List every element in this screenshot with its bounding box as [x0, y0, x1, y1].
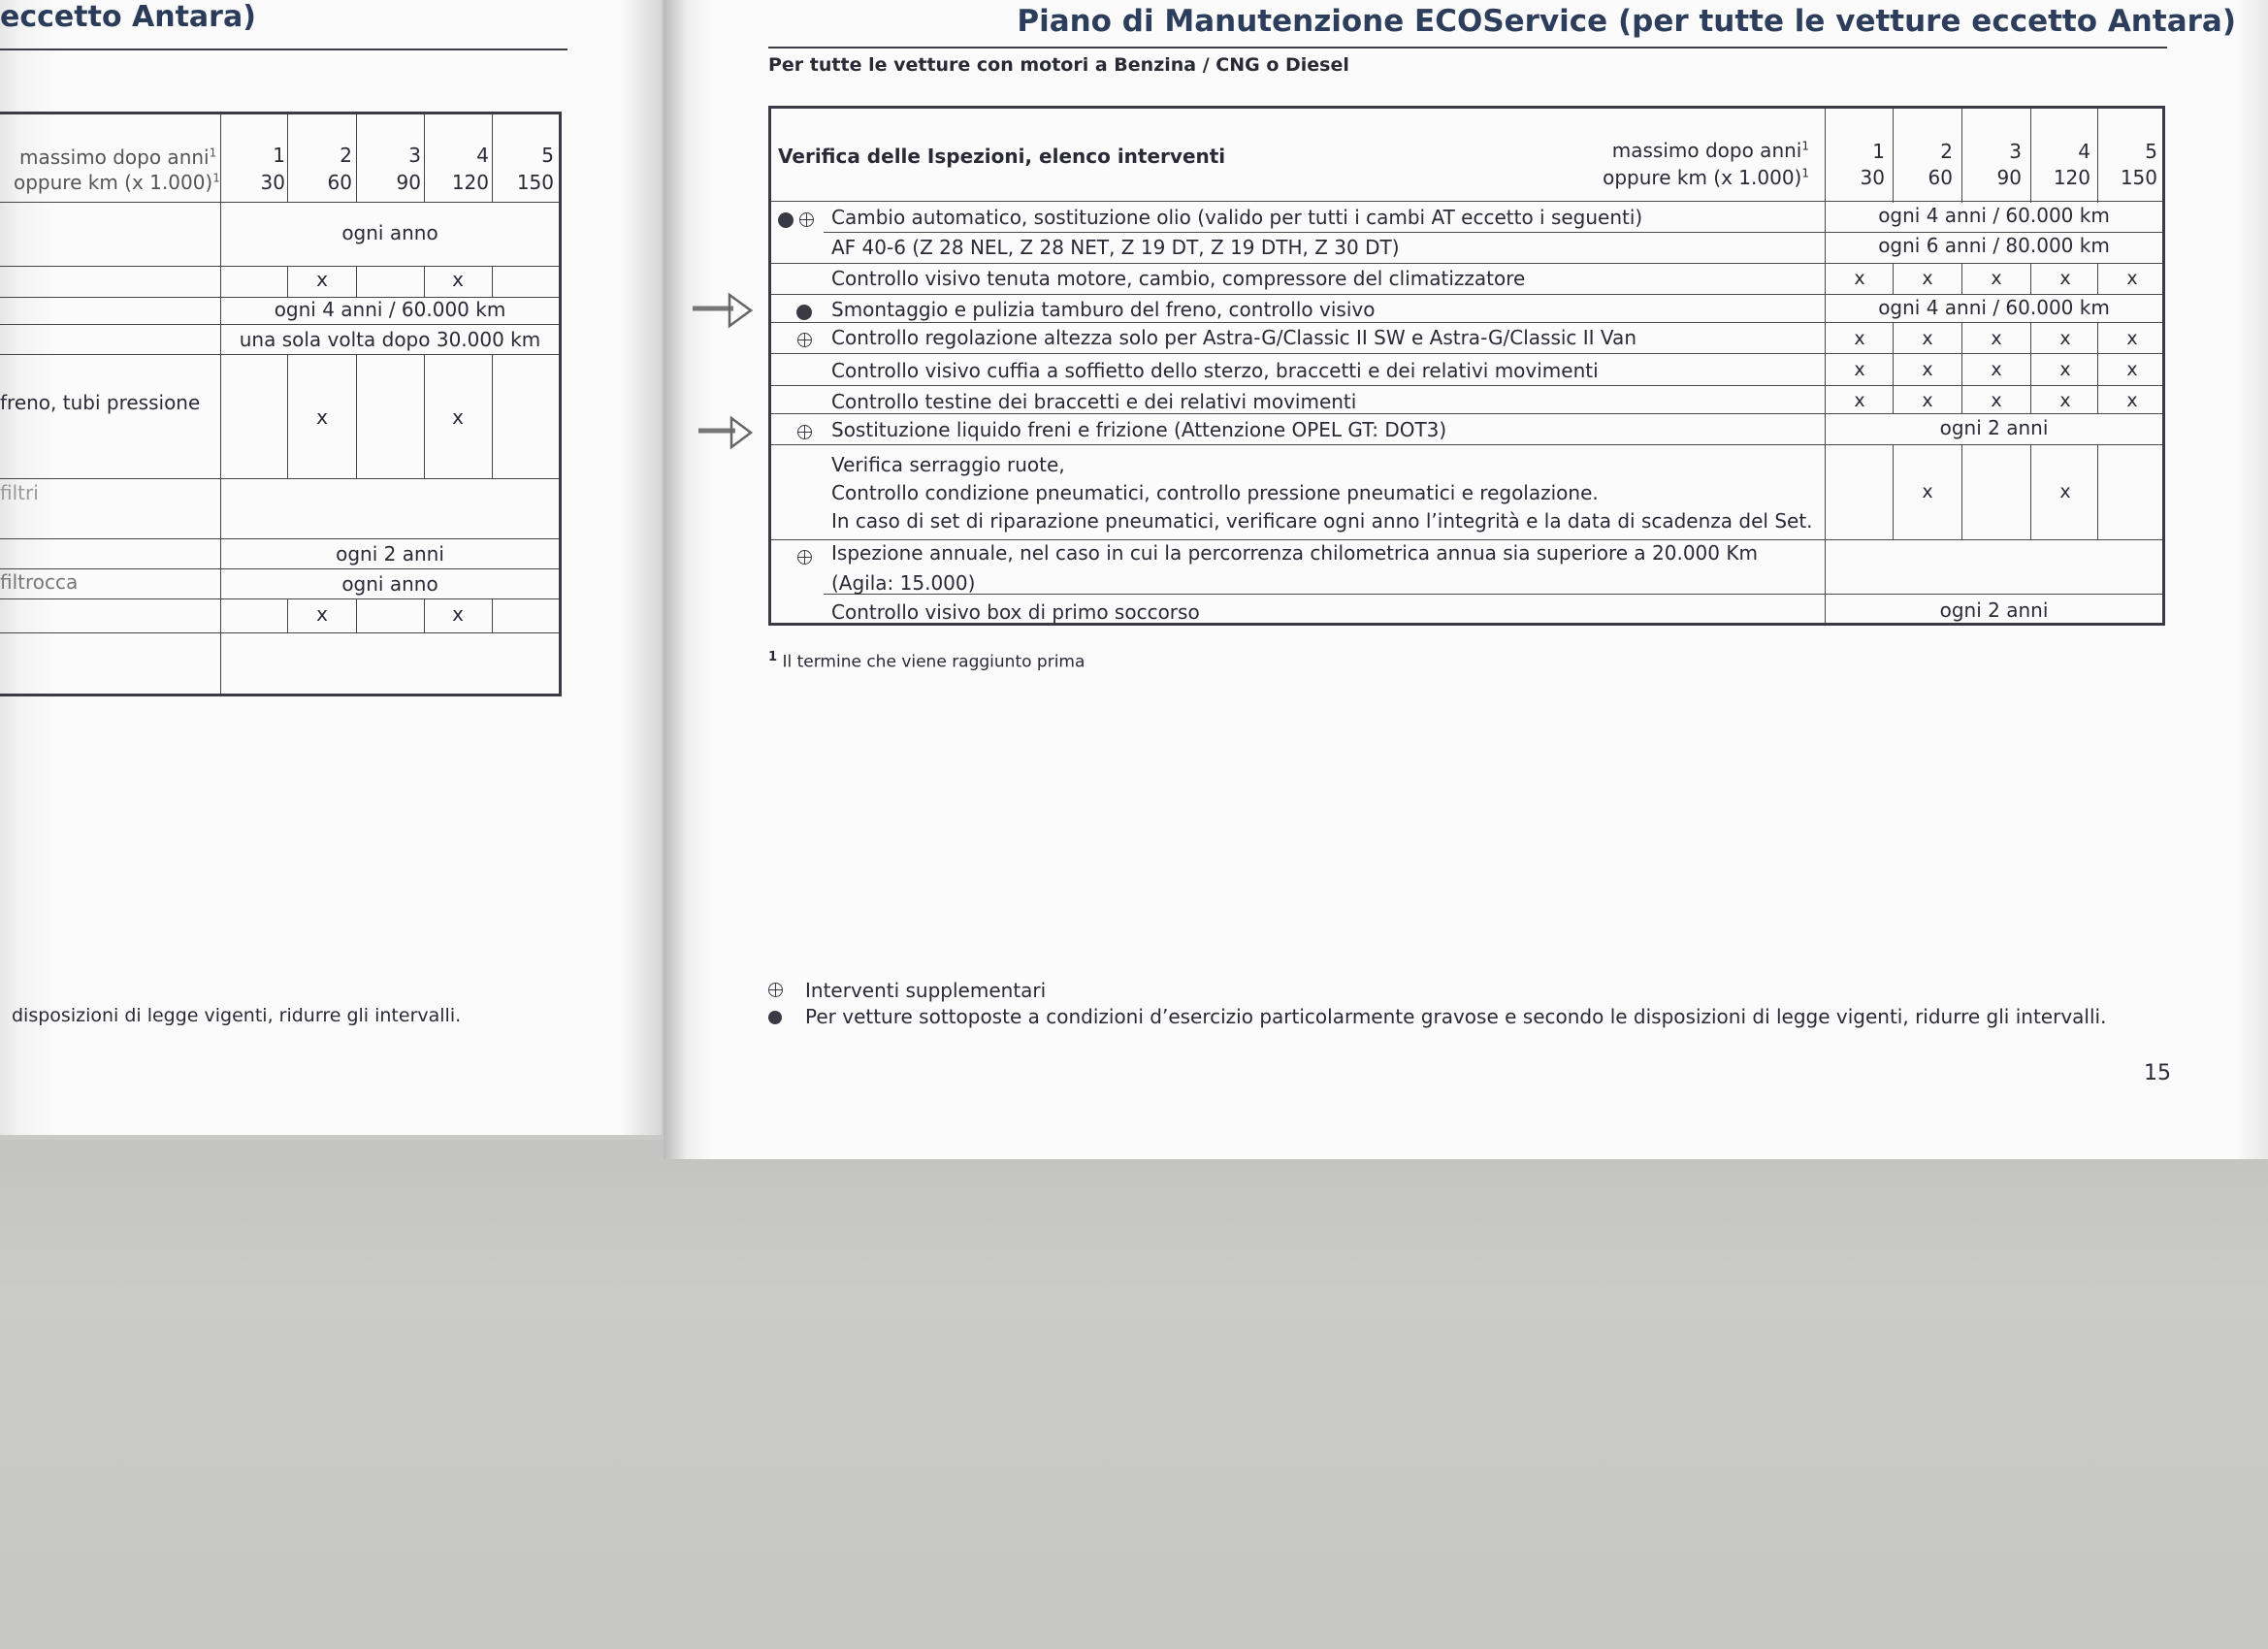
row-mark: x	[2126, 359, 2138, 380]
row-mark: x	[1854, 359, 1865, 380]
row-symbols	[797, 329, 812, 352]
left-ogni-anno: ogni anno	[341, 221, 438, 244]
row-mark: x	[1922, 328, 1933, 349]
row-mark: x	[2059, 390, 2071, 411]
left-ogni-anno-2: ogni anno	[341, 572, 438, 596]
left-x: x	[316, 268, 328, 291]
table-header-or-km: oppure km (x 1.000)$^1$	[1603, 166, 1809, 189]
year-col-5: 5	[2145, 140, 2157, 163]
row-text-line: (Agila: 15.000)	[831, 571, 976, 595]
year-col-1: 1	[1872, 140, 1885, 163]
row-mark: x	[2059, 268, 2071, 289]
arrow-marker-icon	[691, 289, 757, 332]
row-text: Cambio automatico, sostituzione olio (valido per tutti i cambi AT eccetto i seguenti)	[831, 206, 1643, 229]
row-mark: x	[1991, 359, 2002, 380]
filled-dot-icon	[796, 305, 812, 320]
left-year-5: 5	[541, 144, 554, 167]
row-text: Controllo testine dei braccetti e dei relativi movimenti	[831, 390, 1357, 413]
row-text: Controllo visivo cuffia a soffietto dello sterzo, braccetti e dei relativi movimenti	[831, 359, 1599, 382]
row-text: Smontaggio e pulizia tamburo del freno, controllo visivo	[831, 298, 1376, 321]
row-mark: x	[2126, 390, 2138, 411]
left-footnote: disposizioni di legge vigenti, ridurre gli intervalli.	[12, 1005, 462, 1026]
row-interval: ogni 6 anni / 80.000 km	[1878, 234, 2110, 257]
row-text: Controllo visivo box di primo soccorso	[831, 600, 1200, 624]
row-mark: x	[1991, 268, 2002, 289]
left-row-label-filtri: filtri	[0, 481, 39, 504]
row-mark: x	[1922, 390, 1933, 411]
left-year-1: 1	[273, 144, 285, 167]
row-text: Controllo visivo tenuta motore, cambio, compressore del climatizzatore	[831, 267, 1526, 290]
left-header-max-years: massimo dopo anni$^1$	[19, 146, 217, 169]
left-year-3: 3	[408, 144, 421, 167]
left-year-4: 4	[476, 144, 489, 167]
plus-circle-icon	[799, 212, 814, 227]
left-year-2: 2	[340, 144, 352, 167]
left-row-label-freno: freno, tubi pressione	[0, 391, 201, 414]
scanner-background	[0, 1140, 2268, 1649]
page-subtitle: Per tutte le vetture con motori a Benzina / CNG o Diesel	[768, 54, 1349, 76]
page-title: Piano di Manutenzione ECOService (per tutte le vetture eccetto Antara)	[1017, 4, 2236, 39]
left-title-rule	[0, 48, 567, 50]
km-col-2: 60	[1928, 166, 1953, 189]
row-mark: x	[1991, 390, 2002, 411]
row-text: Controllo regolazione altezza solo per Astra-G/Classic II SW e Astra-G/Classic II Van	[831, 326, 1636, 349]
row-symbols	[778, 209, 814, 232]
row-mark: x	[2126, 268, 2138, 289]
maintenance-table	[768, 106, 2165, 626]
left-x: x	[316, 602, 328, 626]
plus-circle-icon	[768, 983, 783, 997]
row-mark: x	[2059, 359, 2071, 380]
filled-dot-icon	[768, 1011, 782, 1024]
left-km-4: 120	[451, 171, 489, 194]
km-col-3: 90	[1996, 166, 2022, 189]
left-page-title: eccetto Antara)	[0, 0, 256, 34]
row-mark: x	[1854, 390, 1865, 411]
left-una-sola-volta: una sola volta dopo 30.000 km	[239, 328, 541, 351]
row-text-line: In caso di set di riparazione pneumatici, verificare ogni anno l’integrità e la data di scadenza del Set.	[831, 509, 1813, 533]
left-header-or-km: oppure km (x 1.000)$^1$	[14, 171, 220, 194]
left-km-3: 90	[396, 171, 421, 194]
left-maintenance-table	[0, 112, 562, 696]
left-x: x	[316, 405, 328, 429]
year-col-2: 2	[1940, 140, 1953, 163]
table-header-max-years: massimo dopo anni$^1$	[1611, 139, 1809, 162]
row-mark: x	[1922, 359, 1933, 380]
row-symbols	[797, 421, 812, 444]
plus-circle-icon	[797, 550, 812, 565]
title-rule	[768, 47, 2167, 48]
row-mark: x	[2059, 481, 2071, 502]
left-page	[0, 0, 662, 1135]
left-km-2: 60	[327, 171, 352, 194]
row-mark: x	[1922, 481, 1933, 502]
left-ogni-4-anni: ogni 4 anni / 60.000 km	[274, 298, 506, 321]
row-interval: ogni 2 anni	[1939, 416, 2049, 439]
row-mark: x	[2126, 328, 2138, 349]
row-text-line: Verifica serraggio ruote,	[831, 453, 1065, 476]
row-text: Sostituzione liquido freni e frizione (Attenzione OPEL GT: DOT3)	[831, 418, 1447, 441]
legend-item-severe: Per vetture sottoposte a condizioni d’esercizio particolarmente gravose e secondo le disposizioni di legge vigenti, ridurre gli intervalli.	[768, 1005, 2106, 1028]
left-km-5: 150	[516, 171, 554, 194]
row-symbols	[796, 301, 812, 324]
row-mark: x	[2059, 328, 2071, 349]
left-km-1: 30	[260, 171, 285, 194]
table-header-label: Verifica delle Ispezioni, elenco interventi	[778, 145, 1226, 168]
km-col-4: 120	[2053, 166, 2090, 189]
page-number: 15	[2144, 1061, 2171, 1085]
table-footnote: $^1$ Il termine che viene raggiunto prima	[768, 650, 1085, 672]
year-col-4: 4	[2078, 140, 2090, 163]
km-col-1: 30	[1860, 166, 1885, 189]
left-ogni-2-anni: ogni 2 anni	[336, 542, 444, 566]
row-mark: x	[1854, 328, 1865, 349]
row-symbols	[797, 546, 812, 569]
year-col-3: 3	[2009, 140, 2022, 163]
row-text-line: Ispezione annuale, nel caso in cui la percorrenza chilometrica annua sia superiore a 20.000 Km	[831, 541, 1758, 565]
filled-dot-icon	[778, 212, 794, 228]
row-interval: ogni 2 anni	[1939, 598, 2049, 622]
row-interval: ogni 4 anni / 60.000 km	[1878, 296, 2110, 319]
plus-circle-icon	[797, 333, 812, 347]
row-text-line: Controllo condizione pneumatici, controllo pressione pneumatici e regolazione.	[831, 481, 1599, 504]
row-mark: x	[1854, 268, 1865, 289]
row-mark: x	[1922, 268, 1933, 289]
left-row-label-roccia: filtrocca	[0, 570, 79, 594]
row-interval: ogni 4 anni / 60.000 km	[1878, 204, 2110, 227]
legend-item-supplementary: Interventi supplementari	[768, 979, 1046, 1002]
km-col-5: 150	[2120, 166, 2157, 189]
left-x: x	[452, 268, 464, 291]
arrow-marker-icon	[697, 411, 757, 454]
row-mark: x	[1991, 328, 2002, 349]
left-x: x	[452, 602, 464, 626]
row-text: AF 40-6 (Z 28 NEL, Z 28 NET, Z 19 DT, Z 19 DTH, Z 30 DT)	[831, 236, 1400, 259]
plus-circle-icon	[797, 425, 812, 439]
left-x: x	[452, 405, 464, 429]
